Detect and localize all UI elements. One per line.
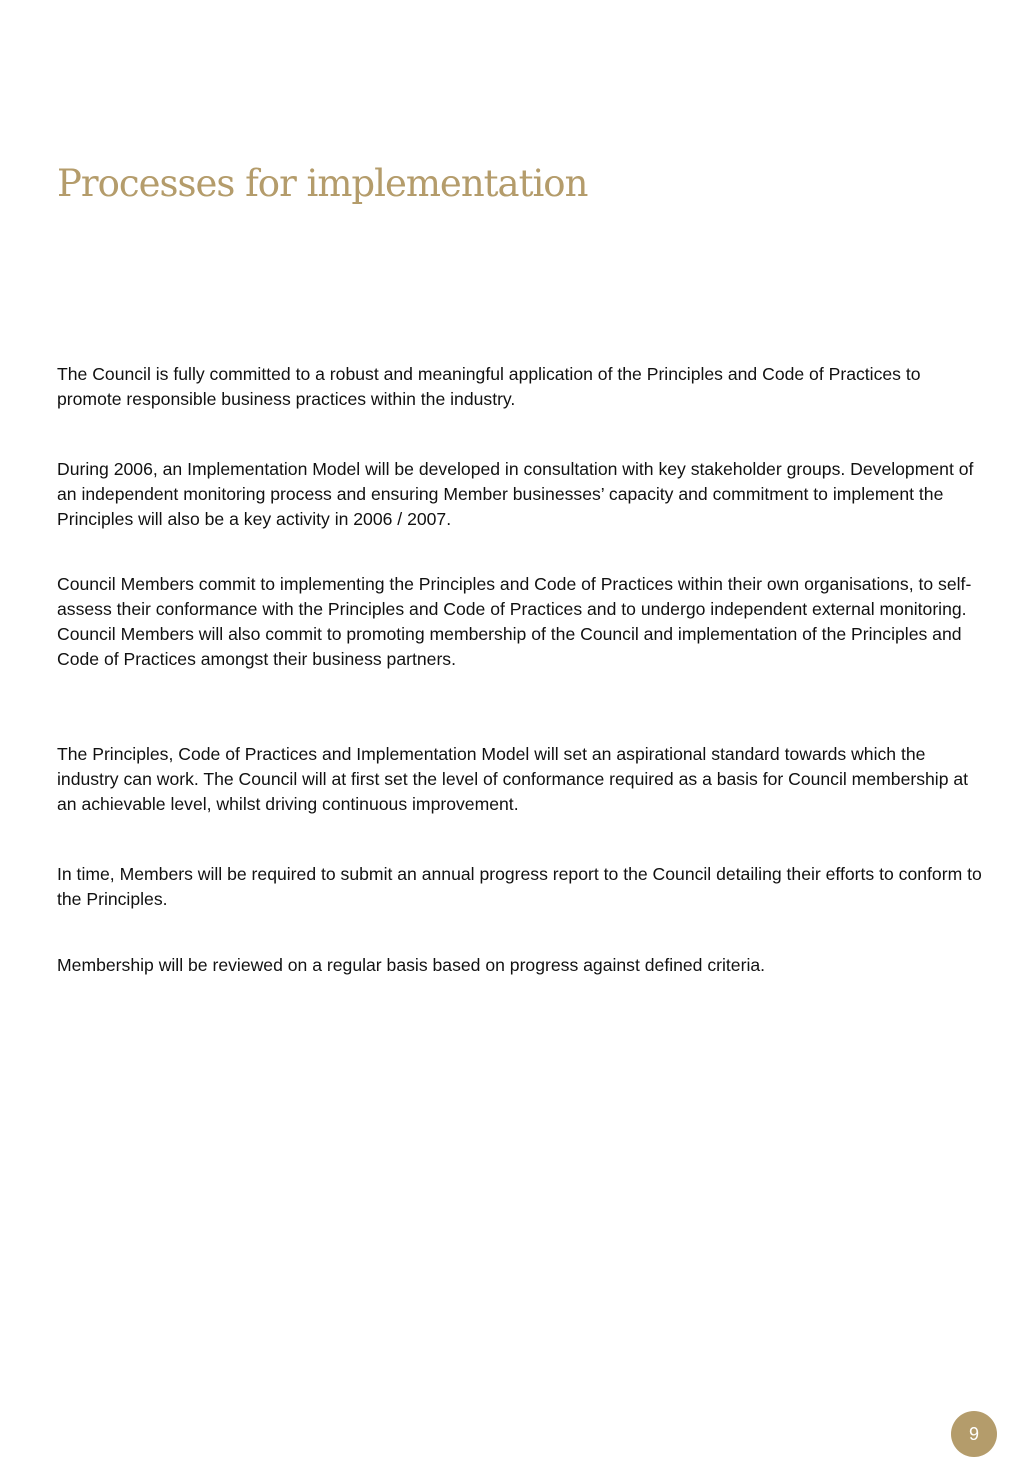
body-paragraph: Council Members commit to implementing the Principles and Code of Practices within their own organisations, to self-assess their conformance with the Principles and Code of Practices and to undergo independent external monitoring. Council Members will also commit to promoting membership of the Council and implementation of the Principles and Code of Practices amongst their business partners. xyxy=(57,574,972,669)
page-title: Processes for implementation xyxy=(57,162,588,205)
body-paragraph: During 2006, an Implementation Model will be developed in consultation with key stakeholder groups. Development of an independent monitoring process and ensuring Member businesses’ capacity and commitment to implement the Principles will also be a key activity in 2006 / 2007. xyxy=(57,459,974,529)
body-paragraph: The Principles, Code of Practices and Implementation Model will set an aspirational standard towards which the industry can work. The Council will at first set the level of conformance required as a basis for Council membership at an achievable level, whilst driving continuous improvement. xyxy=(57,744,969,814)
body-paragraph: In time, Members will be required to submit an annual progress report to the Council detailing their efforts to conform to the Principles. xyxy=(57,864,982,909)
body-paragraph: The Council is fully committed to a robust and meaningful application of the Principles and Code of Practices to promote responsible business practices within the industry. xyxy=(57,364,921,409)
body-paragraph: Membership will be reviewed on a regular basis based on progress against defined criteria. xyxy=(57,955,766,975)
page-number-badge: 9 xyxy=(951,1411,997,1457)
